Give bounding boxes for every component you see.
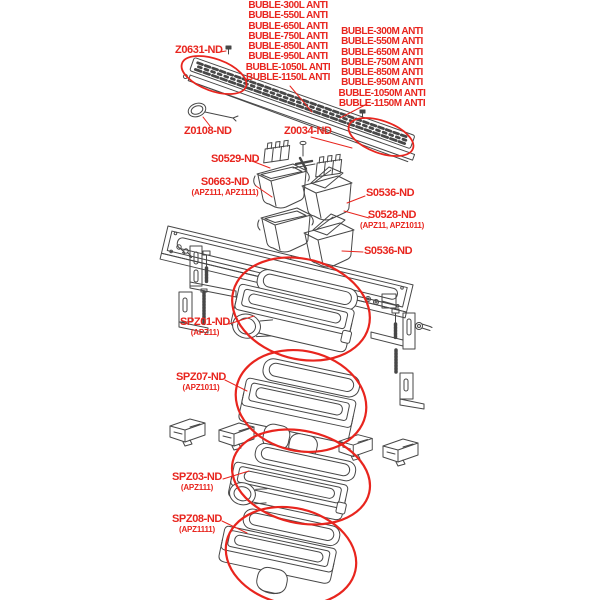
fixing-screw-and-cross-plate (293, 141, 315, 169)
label-z0631: Z0631-ND (175, 44, 223, 56)
label-spz08 (171, 514, 223, 534)
label-spz01-model: (APZ11) (190, 328, 220, 337)
label-z0034: Z0034-ND (284, 125, 332, 137)
hook-key-tool (186, 101, 238, 121)
label-line: BUBLE-1050M ANTI (338, 87, 426, 99)
label-line: BUBLE-950M ANTI (341, 77, 423, 89)
bucket-insert-1 (254, 164, 310, 208)
label-s0528-code: S0528-ND (367, 209, 417, 221)
grate-screw-left (226, 46, 231, 54)
label-s0663-code: S0663-ND (200, 176, 250, 188)
label-line: BUBLE-1150L ANTI (246, 72, 330, 84)
label-s0529: S0529-ND (211, 153, 260, 165)
label-line: BUBLE-1150M ANTI (338, 98, 426, 110)
label-spz01-code: SPZ01-ND (180, 316, 230, 328)
label-s0663-models: (APZ111, APZ1111) (191, 188, 259, 197)
label-s0536-bottom: S0536-ND (364, 245, 413, 257)
label-buble-m-series (338, 27, 426, 109)
label-line: BUBLE-750M ANTI (341, 56, 423, 68)
bucket-insert-3 (258, 208, 314, 252)
label-line: BUBLE-650M ANTI (341, 46, 423, 58)
label-line: BUBLE-850L ANTI (248, 41, 328, 53)
label-line: BUBLE-650L ANTI (248, 20, 328, 32)
label-line: BUBLE-550M ANTI (341, 36, 423, 48)
label-s0663 (190, 177, 260, 197)
label-spz03-code: SPZ03-ND (172, 471, 222, 483)
label-line: BUBLE-550L ANTI (248, 10, 328, 22)
label-line: BUBLE-850M ANTI (341, 67, 423, 79)
label-s0536-top: S0536-ND (366, 187, 415, 199)
comb-insert-left (264, 138, 290, 165)
label-spz07-model: (APZ1011) (182, 383, 220, 392)
label-spz03-model: (APZ111) (180, 483, 214, 492)
label-line: BUBLE-1050L ANTI (245, 61, 331, 73)
label-spz07 (175, 372, 227, 392)
label-line: BUBLE-950L ANTI (248, 51, 328, 63)
label-z0108: Z0108-ND (184, 125, 232, 137)
corner-clip-1 (170, 419, 205, 446)
label-spz03 (171, 472, 223, 492)
label-s0528-models: (APZ11, APZ1011) (360, 221, 425, 230)
label-line: BUBLE-300L ANTI (248, 0, 328, 11)
label-spz07-code: SPZ07-ND (176, 371, 226, 383)
label-line: BUBLE-750L ANTI (248, 30, 328, 42)
label-s0528 (360, 210, 424, 230)
label-buble-l-series (244, 1, 332, 83)
drain-body-bottom-outlet-spz07 (233, 354, 361, 466)
label-spz08-code: SPZ08-ND (172, 513, 222, 525)
corner-clip-4 (383, 439, 418, 466)
label-line: BUBLE-300M ANTI (341, 26, 423, 37)
label-spz01 (179, 317, 231, 337)
label-spz08-model: (APZ1111) (178, 525, 215, 534)
